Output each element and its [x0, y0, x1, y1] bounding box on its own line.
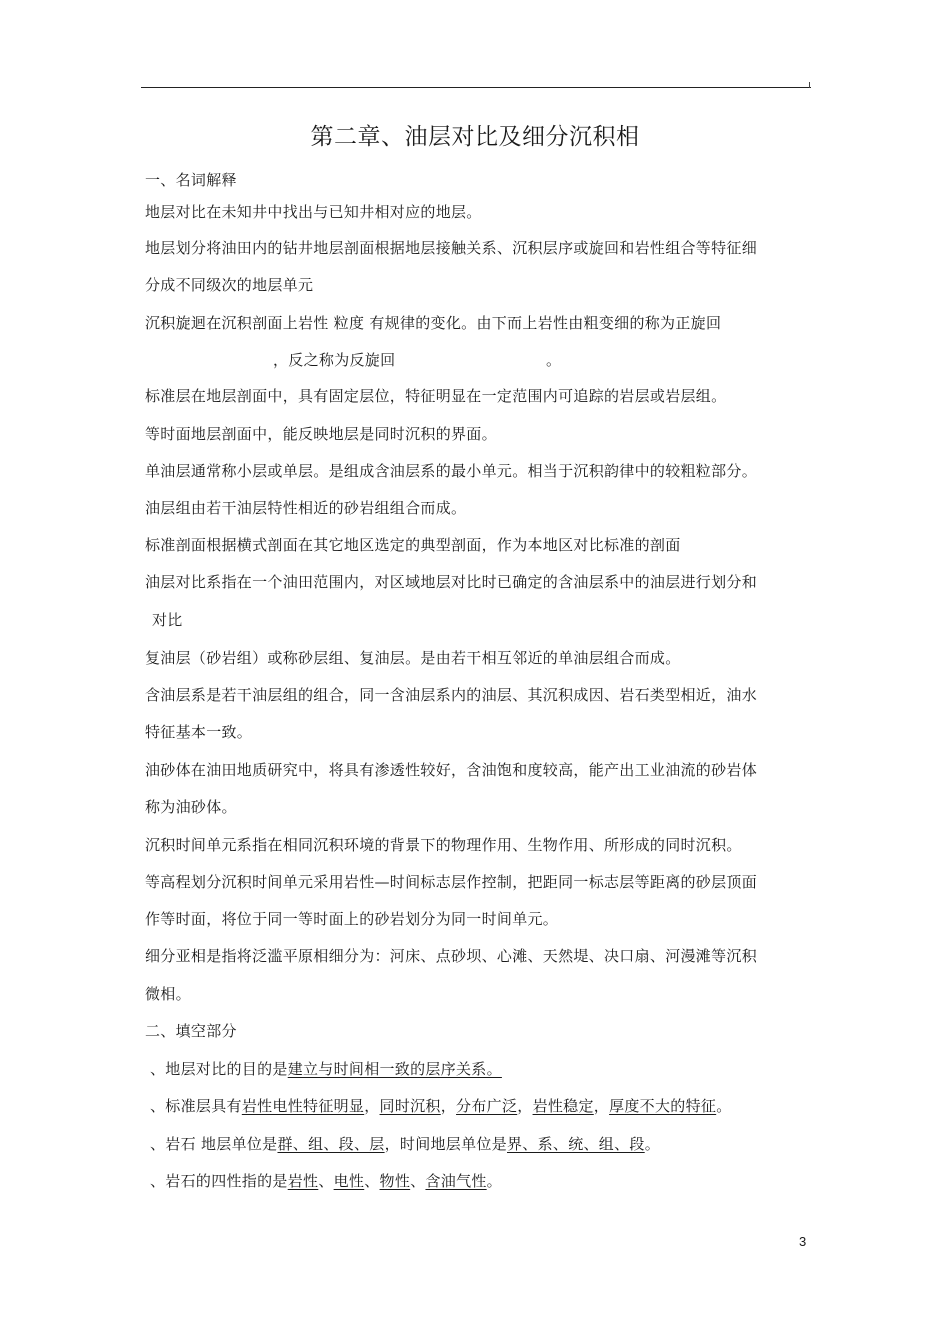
paragraph-line: 地层划分将油田内的钻井地层剖面根据地层接触关系、沉积层序或旋回和岩性组合等特征细 [145, 239, 758, 257]
question-text: 、地层对比的目的是 [150, 1060, 288, 1078]
page-number: 3 [799, 1234, 807, 1249]
paragraph-line: ，反之称为反旋回 [273, 351, 396, 369]
paragraph-line: 油层对比系指在一个油田范围内，对区域地层对比时已确定的含油层系中的油层进行划分和 [145, 573, 758, 591]
paragraph-line: 标准层在地层剖面中，具有固定层位，特征明显在一定范围内可追踪的岩层或岩层组。 [145, 387, 727, 405]
end-mark: 。 [486, 1172, 502, 1190]
fill-in-question-3 [150, 1134, 660, 1154]
paragraph-line: 等时面地层剖面中，能反映地层是同时沉积的界面。 [145, 425, 497, 443]
header-rule-tick [809, 82, 810, 88]
paragraph-line: 沉积时间单元系指在相同沉积环境的背景下的物理作用、生物作用、所形成的同时沉积。 [145, 836, 742, 854]
answer-text: 群、组、段、层 [277, 1135, 385, 1153]
paragraph-line: 油砂体在油田地质研究中，将具有渗透性较好，含油饱和度较高，能产出工业油流的砂岩体 [145, 761, 758, 779]
end-mark: 。 [716, 1097, 732, 1115]
question-text: 、标准层具有 [150, 1097, 242, 1115]
separator: 、 [410, 1172, 426, 1190]
paragraph-line: 等高程划分沉积时间单元采用岩性—时间标志层作控制，把距同一标志层等距离的砂层顶面 [145, 873, 758, 891]
paragraph-line: 称为油砂体。 [145, 798, 237, 816]
separator: ， [593, 1097, 610, 1115]
paragraph-line: 作等时面，将位于同一等时面上的砂岩划分为同一时间单元。 [145, 910, 559, 928]
answer-text: 界、系、统、组、段 [507, 1135, 645, 1153]
separator: 、 [318, 1172, 334, 1190]
paragraph-line: 分成不同级次的地层单元 [145, 276, 314, 294]
fill-in-question-1 [150, 1059, 502, 1079]
paragraph-line: 复油层（砂岩组）或称砂层组、复油层。是由若干相互邻近的单油层组合而成。 [145, 649, 681, 667]
answer-text: 建立与时间相一致的层序关系。 [287, 1060, 502, 1078]
paragraph-line: 沉积旋迴在沉积剖面上岩性 粒度 有规律的变化。由下而上岩性由粗变细的称为正旋回 [145, 314, 722, 332]
fill-in-question-2 [150, 1096, 732, 1116]
answer-text: 岩性电性特征明显 [241, 1097, 365, 1115]
section-heading-definitions: 一、名词解释 [145, 171, 237, 189]
paragraph-line: 特征基本一致。 [145, 723, 253, 741]
answer-text: 岩性 [287, 1172, 319, 1190]
answer-text: 厚度不大的特征 [609, 1097, 717, 1115]
fill-in-question-4 [150, 1171, 502, 1191]
header-rule [141, 87, 811, 88]
question-text: 、岩石的四性指的是 [150, 1172, 288, 1190]
answer-text: 电性 [333, 1172, 365, 1190]
separator: ， [364, 1097, 380, 1115]
answer-text: 含油气性 [425, 1172, 487, 1190]
end-mark: 。 [644, 1135, 661, 1153]
paragraph-line: 微相。 [145, 985, 191, 1003]
answer-text: 同时沉积 [379, 1097, 441, 1115]
paragraph-line: 含油层系是若干油层组的组合，同一含油层系内的油层、其沉积成因、岩石类型相近，油水 [145, 686, 758, 704]
separator: ， [440, 1097, 457, 1115]
paragraph-line: 。 [546, 351, 562, 369]
separator: ， [517, 1097, 533, 1115]
question-text: 、岩石 地层单位是 [150, 1135, 278, 1153]
answer-text: 物性 [379, 1172, 411, 1190]
paragraph-line: 单油层通常称小层或单层。是组成含油层系的最小单元。相当于沉积韵律中的较粗粒部分。 [145, 462, 758, 480]
separator: 、 [364, 1172, 380, 1190]
section-heading-fill-in: 二、填空部分 [145, 1022, 237, 1040]
question-text: ，时间地层单位是 [384, 1135, 507, 1153]
paragraph-line: 地层对比在未知井中找出与已知井相对应的地层。 [145, 203, 482, 221]
answer-text: 岩性稳定 [532, 1097, 594, 1115]
answer-text: 分布广泛 [456, 1097, 518, 1115]
paragraph-line: 细分亚相是指将泛滥平原相细分为：河床、点砂坝、心滩、天然堤、决口扇、河漫滩等沉积 [145, 947, 758, 965]
paragraph-line: 油层组由若干油层特性相近的砂岩组组合而成。 [145, 499, 467, 517]
paragraph-line: 对比 [152, 611, 183, 629]
chapter-title: 第二章、油层对比及细分沉积相 [310, 124, 640, 150]
paragraph-line: 标准剖面根据横式剖面在其它地区选定的典型剖面，作为本地区对比标准的剖面 [145, 536, 681, 554]
